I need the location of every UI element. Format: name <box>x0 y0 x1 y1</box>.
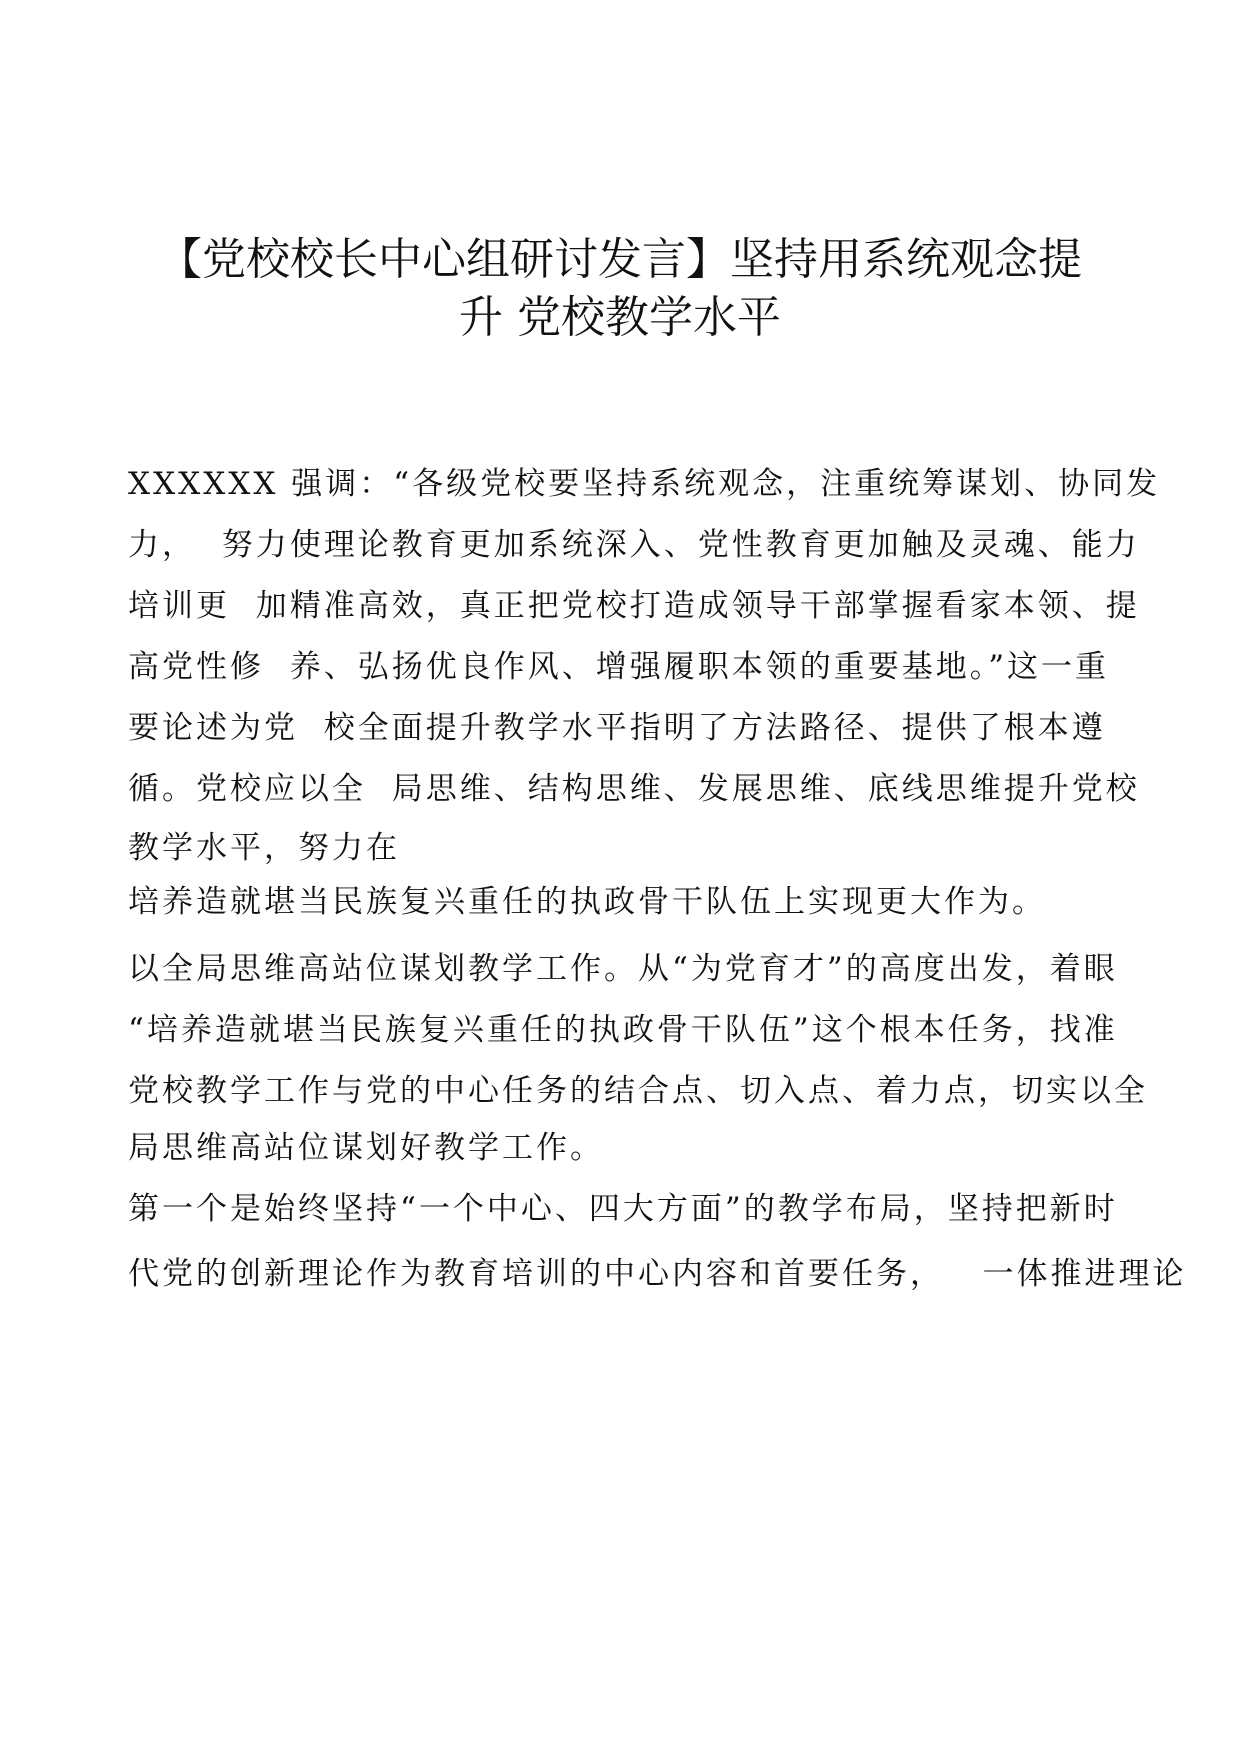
paragraph-3-line-1: 第一个是始终坚持“一个中心、四大方面”的教学布局，坚持把新时 <box>128 1191 1118 1227</box>
paragraph-1-line-1: XXXXXX 强调：“各级党校要坚持系统观念，注重统筹谋划、协同发 <box>128 466 1161 502</box>
paragraph-3-line-2: 代党的创新理论作为教育培训的中心内容和首要任务， 一体推进理论 <box>128 1256 1187 1292</box>
document-title-line-1: 【党校校长中心组研讨发言】坚持用系统观念提 <box>158 234 1082 285</box>
paragraph-2-line-3: 党校教学工作与党的中心任务的结合点、切入点、着力点，切实以全 <box>128 1073 1148 1109</box>
paragraph-1-line-3: 培训更 加精准高效，真正把党校打造成领导干部掌握看家本领、提 <box>128 588 1140 624</box>
paragraph-2-line-1: 以全局思维高站位谋划教学工作。从“为党育才”的高度出发，着眼 <box>128 951 1118 987</box>
paragraph-1-line-8: 培养造就堪当民族复兴重任的执政骨干队伍上实现更大作为。 <box>128 884 1046 920</box>
paragraph-1-line-4: 高党性修 养、弘扬优良作风、增强履职本领的重要基地。”这一重 <box>128 649 1110 685</box>
paragraph-2-line-4: 局思维高站位谋划好教学工作。 <box>128 1130 604 1166</box>
paragraph-2-line-2: “培养造就堪当民族复兴重任的执政骨干队伍”这个根本任务，找准 <box>128 1012 1118 1048</box>
paragraph-1-line-6: 循。党校应以全 局思维、结构思维、发展思维、底线思维提升党校 <box>128 771 1140 807</box>
paragraph-1-line-7: 教学水平，努力在 <box>128 830 400 866</box>
paragraph-1-line-5: 要论述为党 校全面提升教学水平指明了方法路径、提供了根本遵 <box>128 710 1106 746</box>
document-title-line-2: 升 党校教学水平 <box>459 292 781 343</box>
paragraph-1-line-2: 力， 努力使理论教育更加系统深入、党性教育更加触及灵魂、能力 <box>128 527 1140 563</box>
